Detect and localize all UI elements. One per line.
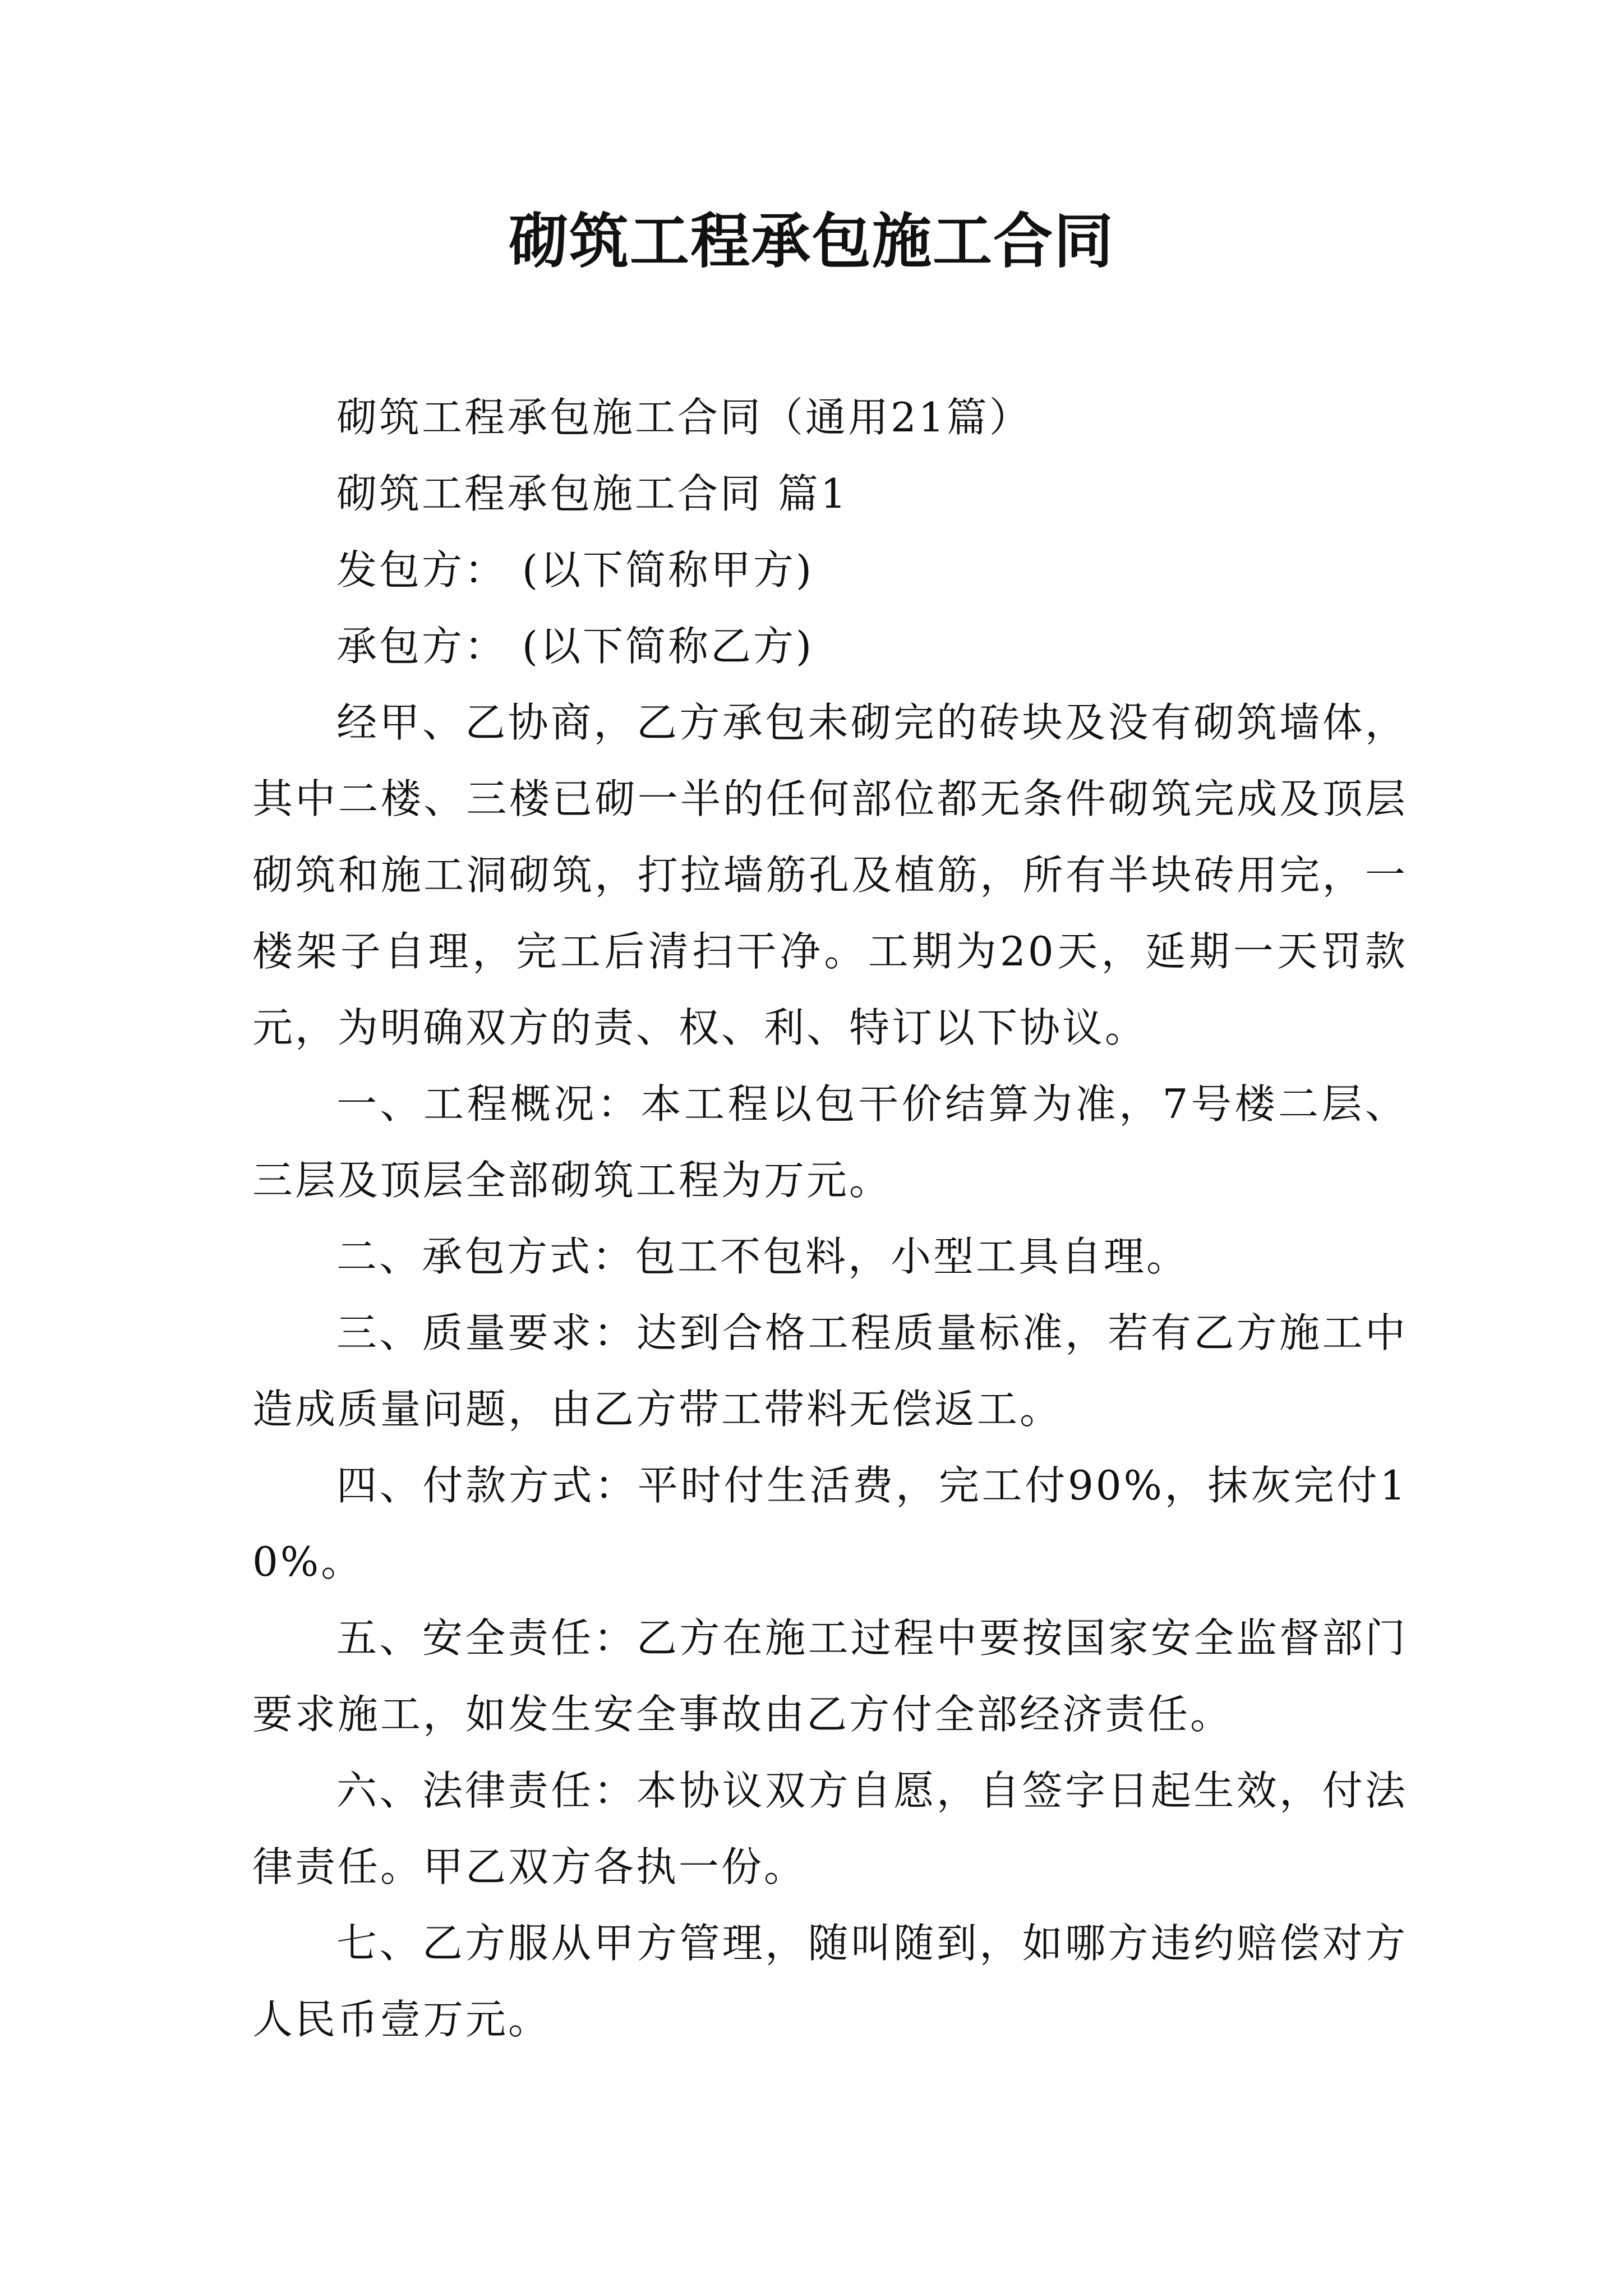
paragraph-clause-4: 四、付款方式：平时付生活费，完工付90%，抹灰完付10%。: [252, 1462, 1408, 1585]
paragraph-intro: 经甲、乙协商，乙方承包未砌完的砖块及没有砌筑墙体，其中二楼、三楼已砌一半的任何部位都无条件砌筑完成及顶层砌筑和施工洞砌筑，打拉墙筋孔及植筋，所有半块砖用完，一楼架子自理，完工后清扫干净。工期为20天，延期一天罚款元，为明确双方的责、权、利、特订以下协议。: [252, 699, 1408, 1051]
paragraph-party-a: 发包方： (以下简称甲方): [336, 546, 814, 593]
paragraph-section-heading: 砌筑工程承包施工合同 篇1: [336, 470, 849, 517]
paragraph-clause-6: 六、法律责任：本协议双方自愿，自签字日起生效，付法律责任。甲乙双方各执一份。: [252, 1767, 1408, 1890]
paragraph-clause-2: 二、承包方式：包工不包料，小型工具自理。: [336, 1233, 1189, 1280]
paragraph-clause-1: 一、工程概况：本工程以包干价结算为准，7号楼二层、三层及顶层全部砌筑工程为万元。: [252, 1080, 1408, 1204]
paragraph-clause-7: 七、乙方服从甲方管理，随叫随到，如哪方违约赔偿对方人民币壹万元。: [252, 1920, 1408, 2043]
paragraph-clause-3: 三、质量要求：达到合格工程质量标准，若有乙方施工中造成质量问题，由乙方带工带料无偿返工。: [252, 1309, 1408, 1433]
document-title: 砌筑工程承包施工合同: [509, 206, 1114, 276]
paragraph-clause-5: 五、安全责任：乙方在施工过程中要按国家安全监督部门要求施工，如发生安全事故由乙方付全部经济责任。: [252, 1614, 1408, 1738]
paragraph-party-b: 承包方： (以下简称乙方): [336, 623, 814, 670]
document-body: [252, 379, 1408, 2058]
paragraph-subtitle: 砌筑工程承包施工合同（通用21篇）: [336, 394, 1032, 441]
